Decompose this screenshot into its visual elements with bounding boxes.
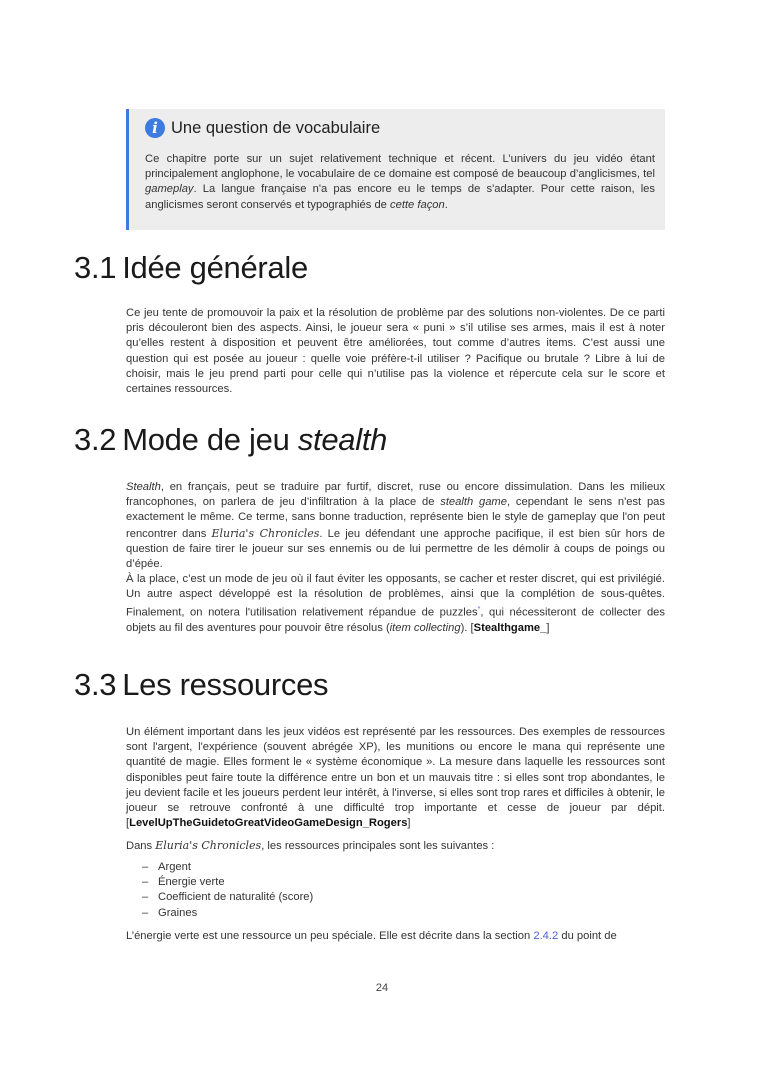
game-name: Eluria's Chronicles [211, 526, 320, 540]
section-number: 3.1 [74, 250, 117, 285]
page-number: 24 [375, 982, 389, 994]
text: du point de [558, 930, 617, 942]
text: ] [407, 817, 411, 830]
emphasis: Stealth [126, 481, 161, 493]
note-title: Une question de vocabulaire [171, 118, 381, 137]
note-body [145, 152, 655, 213]
section-number: 3.2 [74, 422, 117, 457]
list-item: – Énergie verte [142, 875, 313, 890]
note-emphasis: cette façon [390, 198, 445, 211]
list-item: – Coefficient de naturalité (score) [142, 890, 313, 905]
game-name: Eluria's Chronicles [155, 839, 262, 852]
section-title: Les ressources [122, 667, 329, 702]
section-number: 3.3 [74, 667, 117, 702]
note-emphasis: gameplay [145, 183, 194, 196]
citation[interactable]: LevelUpTheGuidetoGreatVideoGameDesign_Rogers [129, 817, 408, 830]
paragraph [126, 572, 665, 637]
text: L’énergie verte est une ressource un peu spéciale. Elle est décrite dans la section [126, 930, 534, 942]
emphasis: stealth game [440, 496, 507, 509]
text: Un élément important dans les jeux vidéos est représenté par les ressources. Des exemples de ressources sont l'argent, l'expérience (souvent abrégée XP), les munitions ou encore le mana qui représente une quantité de magie. Elles forment le « système économique ». La mesure dans laquelle les ressources sont disponibles peut faire toute la différence entre un bon et un mauvais titre : si elles sont trop abondantes, le jeu devient facile et les joueurs perdent leur intérêt, à l'inverse, si elles sont trop rares et difficiles à obtenir, le joueur se retrouve confronté à une difficulté trop importante et cesse de joueur par dépit.[ [126, 726, 665, 830]
note-text: Ce chapitre porte sur un sujet relativement technique et récent. L’univers du jeu vidéo étant principalement anglophone, le vocabulaire de ce domaine est composé de beaucoup d’anglicismes, tel [145, 153, 655, 181]
paragraph [126, 838, 665, 854]
paragraph [126, 480, 665, 572]
list-item: – Argent [142, 860, 313, 875]
note-header [145, 118, 380, 138]
paragraph [126, 929, 665, 944]
note-text: . La langue française n'a pas encore eu le temps de s'adapter. Pour cette raison, les anglicismes seront conservés et typographiés de [145, 183, 655, 211]
list-item: – Graines [142, 906, 313, 921]
paragraph [126, 725, 665, 831]
vocabulary-note-box [126, 109, 665, 230]
section-title-emphasis: stealth [297, 422, 388, 457]
text: À la place, c’est un mode de jeu où il faut éviter les opposants, se cacher et rester discret, qui est privilégié. Un autre aspect développé est la résolution de problèmes, ainsi que la complétion de sous-quêtes. Finalement, on notera l'utilisation relativement répandue de puzzles [126, 573, 665, 620]
resource-list [142, 860, 313, 921]
section-heading-3-3 [74, 667, 328, 703]
paragraph: Ce jeu tente de promouvoir la paix et la résolution de problème par des solutions non-violentes. De ce parti pris découleront bien des aspects. Ainsi, le joueur sera « puni » s’il utilise ses armes, mais il est à noter qu’elles restent à disposition et peuvent être améliorées, tout comme d’autres items. C’est aussi une question qui est posée au joueur : quelle voie préfère-t-il utiliser ? Pacifique ou brutale ? Libre à lui de choisir, mais le jeu prend parti pour celle qui n’utilise pas la violence et répercute cela sur le score et certaines ressources. [126, 307, 665, 396]
info-icon: i [145, 118, 165, 138]
text: ] [546, 622, 550, 635]
text: , en français, peut se traduire par furtif, discret, ruse ou encore dissimulation. Dans les milieux francophones, on parlera de jeu d’infiltration à la place de [126, 481, 665, 509]
emphasis: item collecting [389, 622, 461, 635]
section-heading-3-2 [74, 422, 387, 458]
text: ). [ [460, 622, 474, 635]
footnote-marker[interactable]: * [477, 606, 481, 614]
section-title: Idée générale [122, 250, 308, 285]
section-reference-link[interactable]: 2.4.2 [533, 930, 559, 942]
text: Dans [126, 840, 156, 852]
text: , qui nécessiteront de collecter des objets au fil des aventures pour pouvoir être résolus ( [126, 607, 665, 635]
citation[interactable]: Stealthgame_ [473, 622, 547, 635]
section-title: Mode de jeu [122, 422, 298, 457]
text: , cependant le sens n'est pas exactement le même. Ce terme, sans bonne traduction, représente bien le style de gameplay que l'on peut rencontrer dans [126, 496, 665, 540]
section-heading-3-1 [74, 250, 308, 286]
text: , les ressources principales sont les suivantes : [261, 840, 495, 852]
note-text: . [444, 198, 448, 211]
text: . Le jeu défendant une approche pacifique, il est bien sûr hors de question de faire tirer le joueur sur ses ennemis ou de lui permettre de les démolir à coups de poings ou d’épée. [126, 527, 665, 571]
